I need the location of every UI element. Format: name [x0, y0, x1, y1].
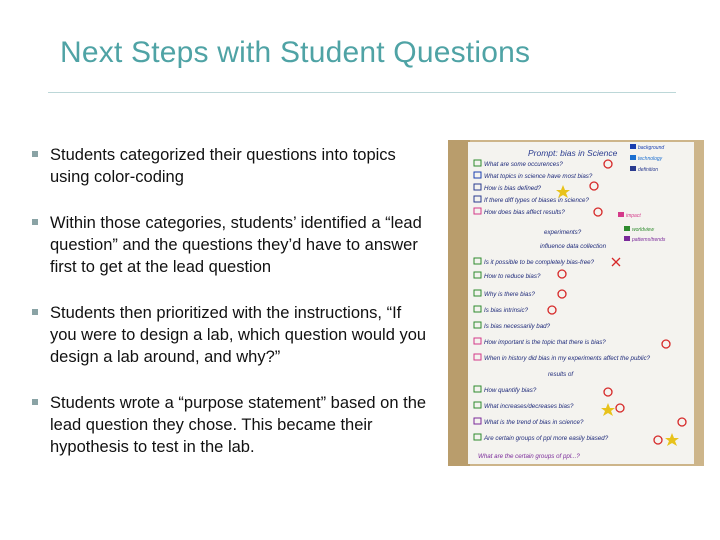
poster-line: Are certain groups of ppl more easily biased?: [484, 435, 609, 442]
poster-line: results of: [548, 371, 574, 378]
bullet-text: Students then prioritized with the instructions, “If you were to design a lab, which question would you design a lab around, and why?”: [50, 304, 427, 366]
bullet-item: [32, 302, 432, 368]
poster-photo-drawing: [448, 140, 704, 466]
poster-line: How quantify bias?: [484, 387, 537, 394]
legend-swatch: [624, 236, 630, 241]
poster-photo: [448, 140, 704, 466]
poster-line: Why is there bias?: [484, 291, 535, 298]
title-divider: [48, 92, 676, 93]
legend-swatch: [618, 212, 624, 217]
poster-heading: Prompt: bias in Science: [528, 148, 618, 158]
legend-label: impact: [626, 213, 641, 219]
bullet-marker: [32, 219, 38, 225]
legend-label: technology: [638, 156, 663, 162]
legend-swatch: [630, 155, 636, 160]
bullet-marker: [32, 309, 38, 315]
bullet-text: Students categorized their questions into topics using color-coding: [50, 146, 396, 186]
legend-label: patterns/trends: [632, 237, 666, 243]
bullet-text: Within those categories, students’ identified a “lead question” and the questions they’d have to answer first to get at the lead question: [50, 214, 422, 276]
legend-swatch: [630, 144, 636, 149]
poster-line: How is bias defined?: [484, 185, 542, 192]
wall-shadow: [448, 140, 470, 466]
bullet-item: [32, 392, 432, 458]
poster-line: Is it possible to be completely bias-free?: [484, 259, 595, 266]
poster-line: Is bias intrinsic?: [484, 307, 529, 314]
poster-line: experiments?: [544, 229, 582, 236]
bullet-text: Students wrote a “purpose statement” based on the lead question they chose. This became their hypothesis to test in the lab.: [50, 394, 427, 456]
legend-swatch: [624, 226, 630, 231]
poster-line: influence data collection: [540, 243, 607, 250]
poster-line: When in history did bias in my experiments affect the public?: [484, 355, 651, 362]
poster-line: What topics in science have most bias?: [484, 173, 593, 180]
legend-label: definition: [638, 167, 659, 173]
bullet-marker: [32, 399, 38, 405]
bullet-marker: [32, 151, 38, 157]
poster-line: What is the trend of bias in science?: [484, 419, 584, 426]
poster-line: What are the certain groups of ppl...?: [478, 453, 580, 460]
poster-line: How important is the topic that there is bias?: [484, 339, 606, 346]
slide-title: Next Steps with Student Questions: [60, 36, 531, 69]
legend-label: worldview: [632, 227, 654, 233]
bullet-list: [32, 144, 432, 482]
poster-line: What are some occurences?: [484, 161, 563, 168]
legend-label: background: [638, 145, 665, 151]
legend-swatch: [630, 166, 636, 171]
poster-line: What increases/decreases bias?: [484, 403, 574, 410]
poster-line: Is bias necessarily bad?: [484, 323, 551, 330]
poster-line: How to reduce bias?: [484, 273, 541, 280]
poster-line: If there diff types of biases in science?: [484, 197, 589, 204]
bullet-item: [32, 144, 432, 188]
poster-line: How does bias affect results?: [484, 209, 565, 216]
bullet-item: [32, 212, 432, 278]
